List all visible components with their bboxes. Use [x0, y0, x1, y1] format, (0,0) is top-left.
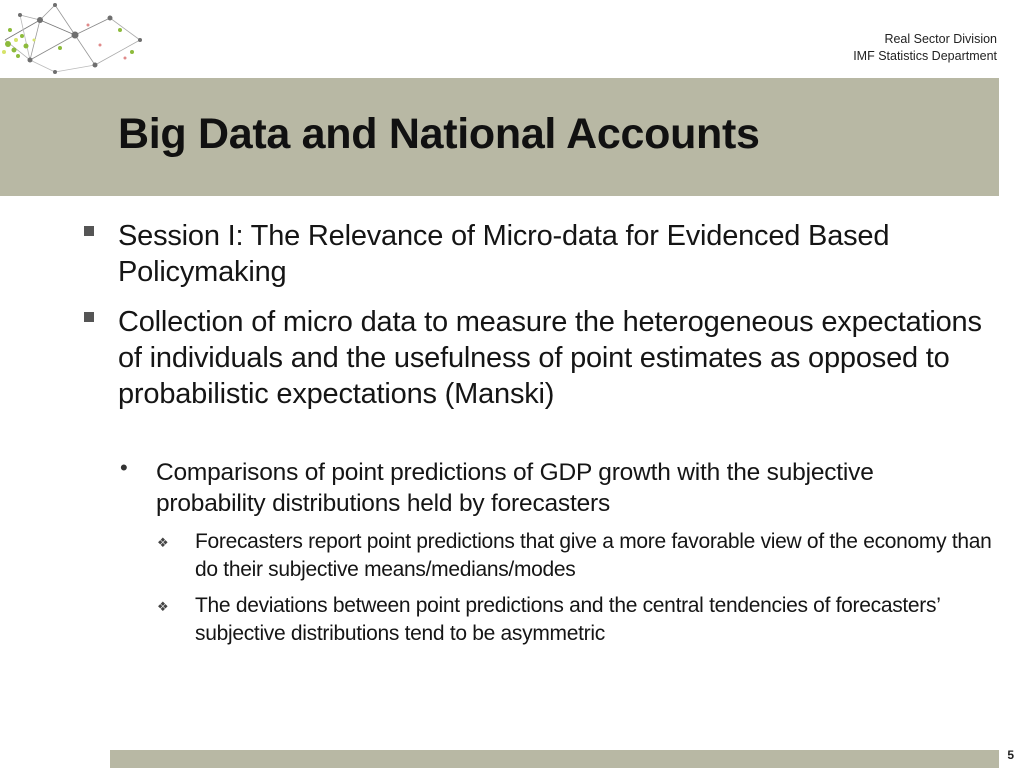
square-bullet-icon	[84, 312, 94, 322]
sub-sub-bullet-text: Forecasters report point predictions that give a more favorable view of the economy than do their subjective means/medians/modes	[195, 530, 992, 581]
sub-bullet-text: Comparisons of point predictions of GDP growth with the subjective probability distributions held by forecasters	[156, 459, 874, 517]
square-bullet-icon	[84, 226, 94, 236]
department-name: IMF Statistics Department	[853, 49, 997, 63]
page-number: 5	[1007, 748, 1014, 762]
network-logo-icon	[0, 0, 160, 78]
sub-sub-bullet-text: The deviations between point predictions and the central tendencies of forecasters’ subjective distributions tend to be asymmetric	[195, 594, 940, 645]
division-name: Real Sector Division	[884, 32, 997, 46]
diamond-bullet-icon: ❖	[157, 599, 169, 614]
round-bullet-icon: •	[120, 455, 128, 480]
bullet-text: Session I: The Relevance of Micro-data for Evidenced Based Policymaking	[118, 220, 890, 288]
department-label	[853, 31, 997, 65]
diamond-bullet-icon: ❖	[157, 535, 169, 550]
slide-title: Big Data and National Accounts	[118, 110, 760, 158]
footer-band	[110, 750, 999, 768]
bullet-text: Collection of micro data to measure the heterogeneous expectations of individuals and the usefulness of point estimates as opposed to probabilistic expectations (Manski)	[118, 306, 982, 410]
